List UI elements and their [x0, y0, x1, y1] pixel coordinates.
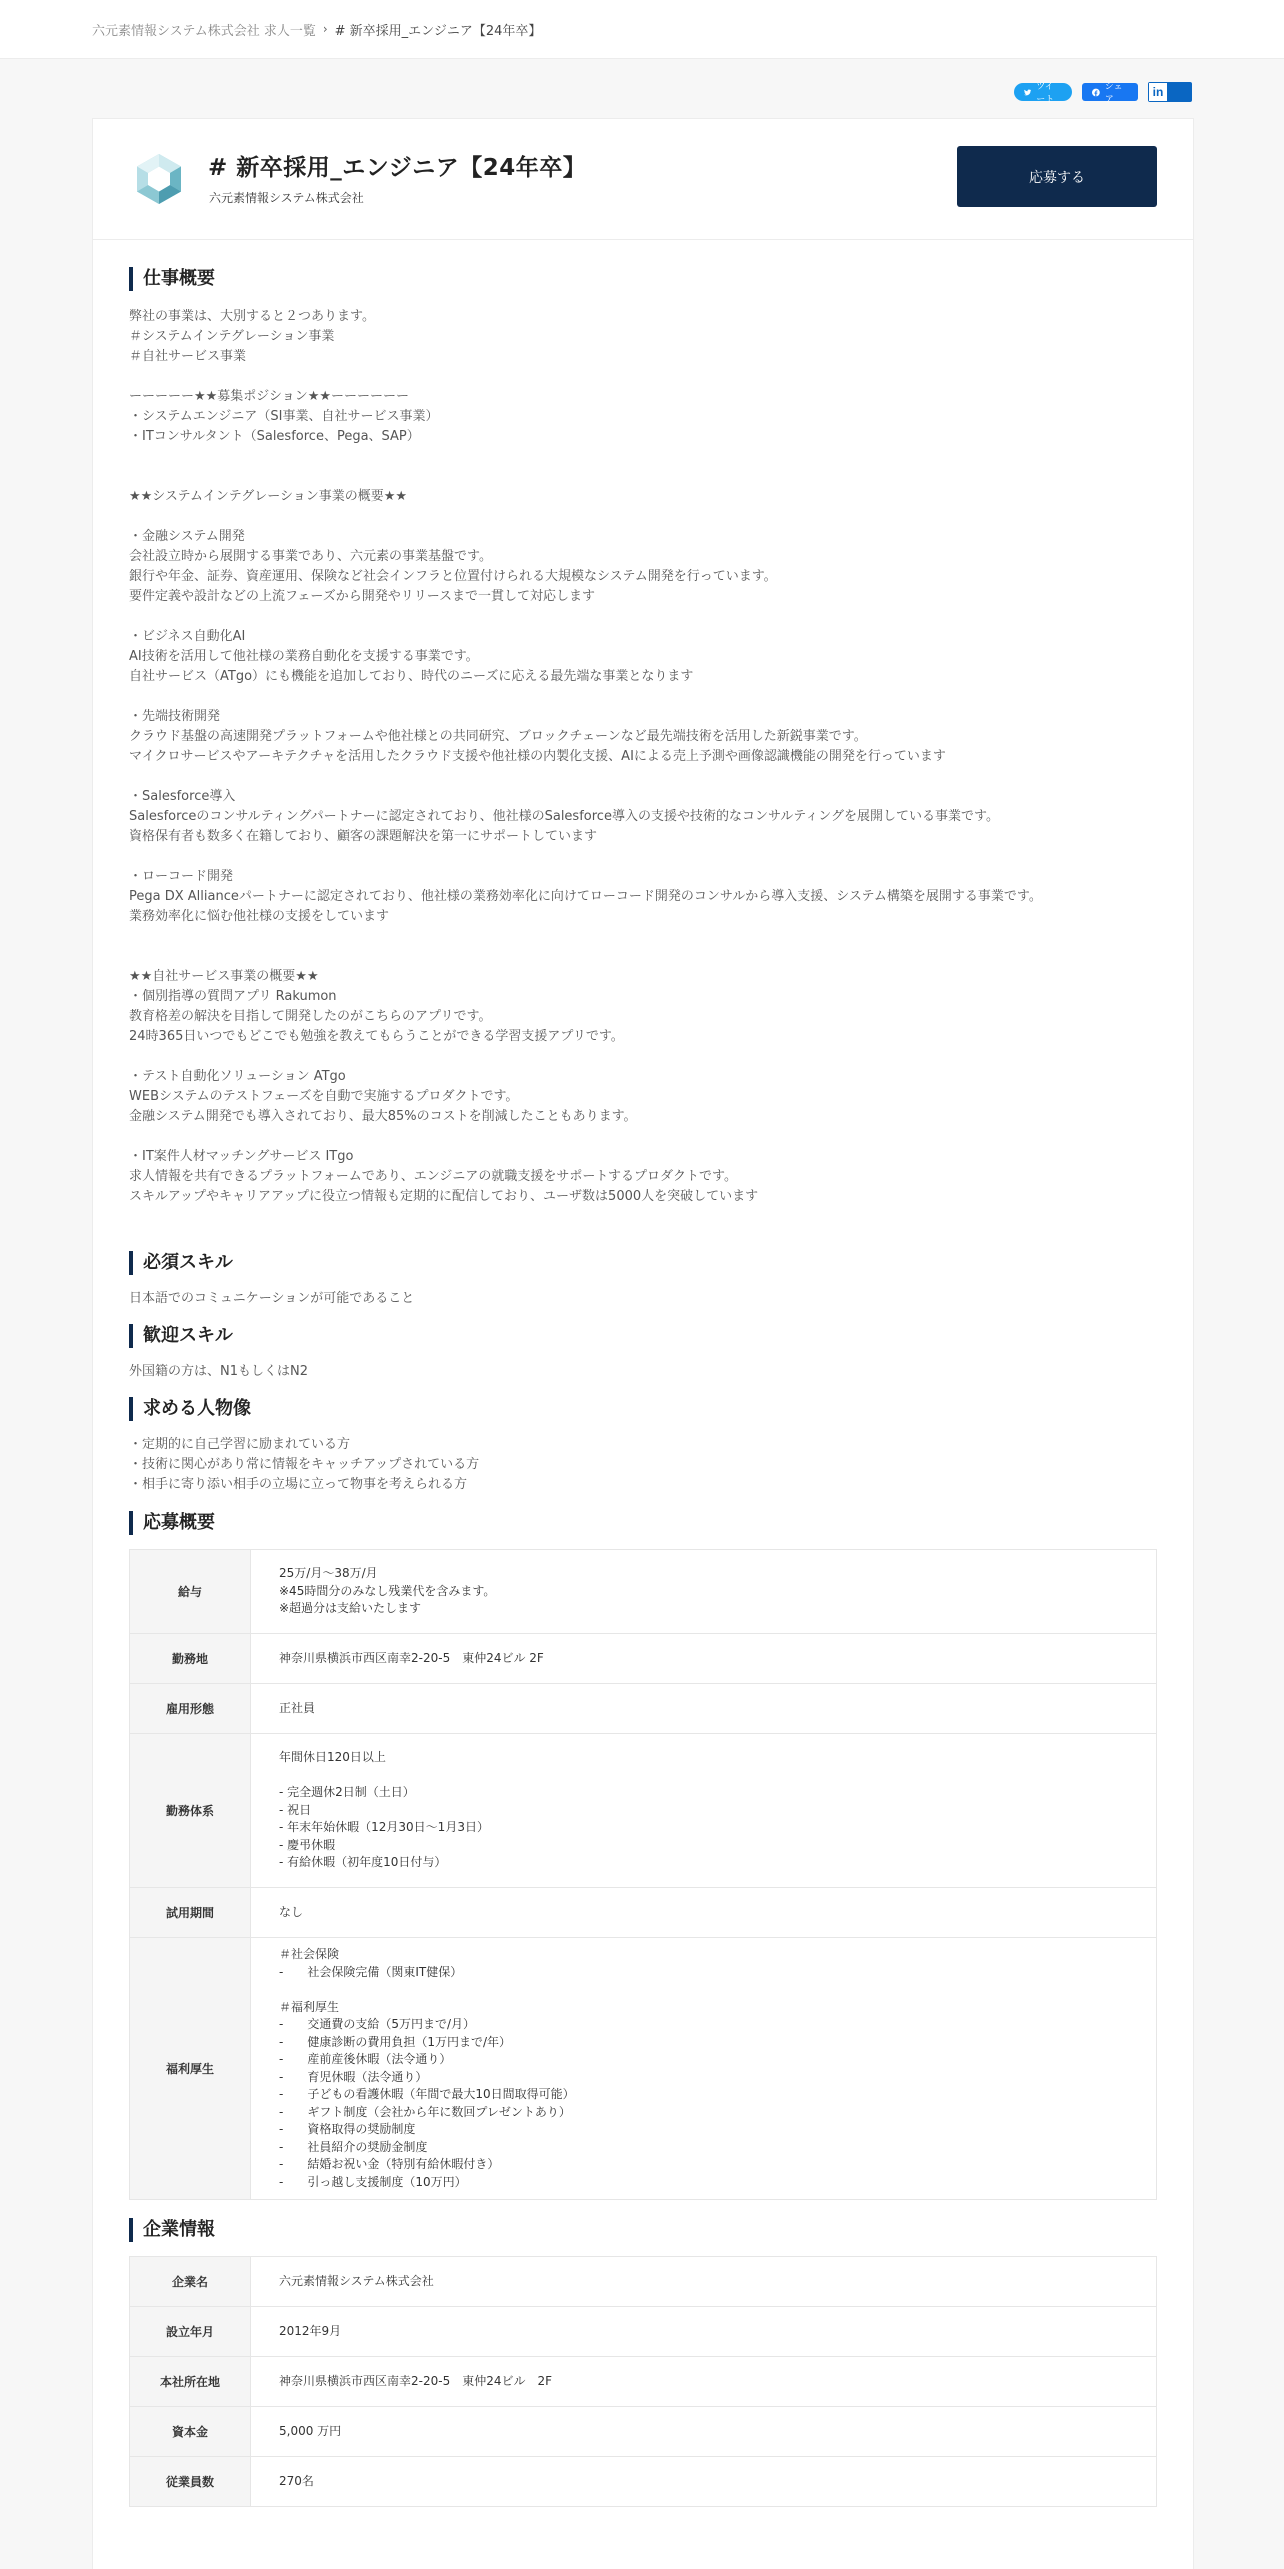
linkedin-count-area — [1167, 83, 1191, 101]
section-title-overview: 仕事概要 — [129, 267, 1157, 291]
row-value: 2012年9月 — [251, 2307, 1157, 2357]
section-title-required-skills: 必須スキル — [129, 1251, 1157, 1275]
overview-text: 弊社の事業は、大別すると２つあります。 ＃システムインテグレーション事業 ＃自社サービス事業 ーーーーー★★募集ポジション★★ーーーーーー ・システムエンジニア（SI事業、自社サービス事業） ・ITコンサルタント（Salesforce、Pega、SAP） ★★システムインテグレーション事業の概要★★ ・金融システム開発 会社設立時から展開する事業であり、六元素の事業基盤です。 銀行や年金、証券、資産運用、保険など社会インフラと位置付けられる大規模なシステム開発を行っています。 要件定義や設計などの上流フェーズから開発やリリースまで一貫して対応します ・ビジネス自動化AI AI技術を活用して他社様の業務自動化を支援する事業です。 自社サービス（ATgo）にも機能を追加しており、時代のニーズに応える最先端な事業となります ・先端技術開発 クラウド基盤の高速開発プラットフォームや他社様との共同研究、ブロックチェーンなど最先端技術を活用した新鋭事業です。 マイクロサービスやアーキテクチャを活用したクラウド支援や他社様の内製化支援、AIによる売上予測や画像認識機能の開発を行っています ・Salesforce導入 Salesforceのコンサルティングパートナーに認定されており、他社様のSalesforce導入の支援や技術的なコンサルティングを展開している事業です。 資格保有者も数多く在籍しており、顧客の課題解決を第一にサポートしています ・ローコード開発 Pega DX Allianceパートナーに認定されており、他社様の業務効率化に向けてローコード開発のコンサルから導入支援、システム構築を展開する事業です。 業務効率化に悩む他社様の支援をしています ★★自社サービス事業の概要★★ ・個別指導の質問アプリ Rakumon 教育格差の解決を目指して開発したのがこちらのアプリです。 24時365日いつでもどこでも勉強を教えてもらうことができる学習支援アプリです。 ・テスト自動化ソリューション ATgo WEBシステムのテストフェーズを自動で実施するプロダクトです。 金融システム開発でも導入されており、最大85%のコストを削減したこともあります。 ・IT案件人材マッチングサービス ITgo 求人情報を共有できるプラットフォームであり、エンジニアの就職支援をサポートするプロダクトです。 スキルアップやキャリアアップに役立つ情報も定期的に配信しており、ユーザ数は5000人を突破しています — [129, 309, 1042, 1204]
section-title-application: 応募概要 — [129, 1511, 1157, 1535]
table-row — [130, 2257, 1157, 2307]
table-row — [130, 1634, 1157, 1684]
row-value: 神奈川県横浜市西区南幸2-20-5 東仲24ビル 2F — [251, 1634, 1157, 1684]
row-value: ＃社会保険 - 社会保険完備（関東IT健保） ＃福利厚生 - 交通費の支給（5万円まで/月） - 健康診断の費用負担（1万円まで/年） - 産前産後休暇（法令通り） - 育児休暇（法令通り） - 子どもの看護休暇（年間で最大10日間取得可能） - ギフト制度（会社から年に数回プレゼントあり） - 資格取得の奨励制度 - 社員紹介の奨励金制度 - 結婚お祝い金（特別有給休暇付き） - 引っ越し支援制度（10万円） — [251, 1938, 1157, 2200]
job-header — [93, 119, 1193, 240]
row-label: 本社所在地 — [130, 2357, 251, 2407]
table-row — [130, 2407, 1157, 2457]
welcome-skills-text: 外国籍の方は、N1もしくはN2 — [129, 1364, 308, 1379]
row-value: 年間休日120日以上 - 完全週休2日制（土日） - 祝日 - 年末年始休暇（12月30日〜1月3日） - 慶弔休暇 - 有給休暇（初年度10日付与） — [251, 1734, 1157, 1888]
table-row — [130, 2357, 1157, 2407]
linkedin-icon: in — [1149, 83, 1167, 101]
table-row — [130, 1734, 1157, 1888]
table-row — [130, 2307, 1157, 2357]
application-table — [129, 1549, 1157, 2200]
share-buttons — [1014, 82, 1192, 105]
twitter-share-button[interactable] — [1014, 82, 1072, 105]
row-label: 勤務地 — [130, 1634, 251, 1684]
table-row — [130, 1550, 1157, 1634]
row-value: なし — [251, 1888, 1157, 1938]
row-value: 正社員 — [251, 1684, 1157, 1734]
twitter-icon — [1024, 88, 1031, 97]
facebook-icon — [1092, 88, 1100, 97]
breadcrumb-current: # 新卒採用_エンジニア【24年卒】 — [334, 23, 542, 39]
row-value: 25万/月〜38万/月 ※45時間分のみなし残業代を含みます。 ※超過分は支給いたします — [251, 1550, 1157, 1634]
row-label: 給与 — [130, 1550, 251, 1634]
chevron-right-icon: › — [322, 22, 328, 36]
company-name: 六元素情報システム株式会社 — [209, 191, 364, 205]
row-label: 設立年月 — [130, 2307, 251, 2357]
persona-text: ・定期的に自己学習に励まれている方 ・技術に関心があり常に情報をキャッチアップされている方 ・相手に寄り添い相手の立場に立って物事を考えられる方 — [129, 1437, 480, 1492]
table-row — [130, 1888, 1157, 1938]
section-title-persona: 求める人物像 — [129, 1397, 1157, 1421]
row-label: 資本金 — [130, 2407, 251, 2457]
row-label: 試用期間 — [130, 1888, 251, 1938]
row-label: 企業名 — [130, 2257, 251, 2307]
twitter-share-label: ツイート — [1036, 82, 1055, 105]
breadcrumb — [0, 0, 1284, 59]
breadcrumb-company-link[interactable]: 六元素情報システム株式会社 求人一覧 — [92, 23, 316, 39]
linkedin-share-button[interactable] — [1148, 82, 1192, 102]
company-info-table — [129, 2256, 1157, 2507]
company-logo-icon — [131, 151, 187, 207]
section-title-welcome-skills: 歓迎スキル — [129, 1324, 1157, 1348]
page-title: # 新卒採用_エンジニア【24年卒】 — [208, 155, 587, 181]
table-row — [130, 2457, 1157, 2507]
row-value: 5,000 万円 — [251, 2407, 1157, 2457]
table-row — [130, 1938, 1157, 2200]
row-label: 勤務体系 — [130, 1734, 251, 1888]
row-value: 神奈川県横浜市西区南幸2-20-5 東仲24ビル 2F — [251, 2357, 1157, 2407]
row-label: 従業員数 — [130, 2457, 251, 2507]
table-row — [130, 1684, 1157, 1734]
job-card — [92, 118, 1194, 2569]
row-value: 六元素情報システム株式会社 — [251, 2257, 1157, 2307]
row-label: 雇用形態 — [130, 1684, 251, 1734]
apply-button[interactable]: 応募する — [957, 146, 1157, 207]
required-skills-text: 日本語でのコミュニケーションが可能であること — [129, 1291, 415, 1306]
facebook-share-label: シェア — [1104, 82, 1123, 105]
row-label: 福利厚生 — [130, 1938, 251, 2200]
section-title-company-info: 企業情報 — [129, 2218, 1157, 2242]
row-value: 270名 — [251, 2457, 1157, 2507]
facebook-share-button[interactable] — [1082, 82, 1138, 105]
job-content — [93, 267, 1193, 2507]
